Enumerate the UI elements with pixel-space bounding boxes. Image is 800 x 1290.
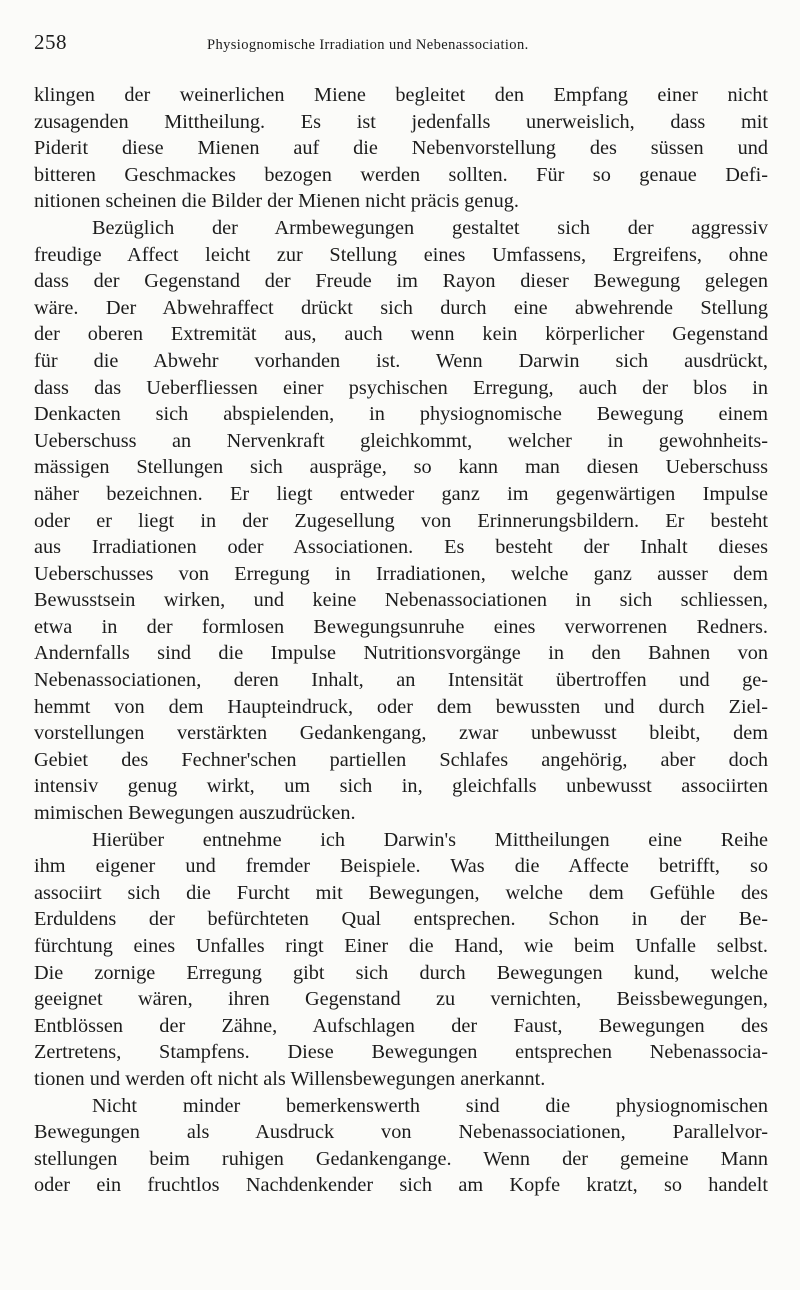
text-line: für die Abwehr vorhanden ist. Wenn Darwin sich ausdrückt, (34, 349, 768, 372)
text-line: bitteren Geschmackes bezogen werden sollten. Für so genaue Defi- (34, 163, 768, 186)
text-line: Andernfalls sind die Impulse Nutritionsvorgänge in den Bahnen von (34, 642, 768, 665)
text-line: Die zornige Erregung gibt sich durch Bewegungen kund, welche (34, 961, 768, 984)
text-line: Zertretens, Stampfens. Diese Bewegungen entsprechen Nebenassocia- (34, 1041, 768, 1064)
text-line: Entblössen der Zähne, Aufschlagen der Faust, Bewegungen des (34, 1014, 768, 1037)
text-line: oder er liegt in der Zugesellung von Erinnerungsbildern. Er besteht (34, 509, 768, 532)
text-line: oder ein fruchtlos Nachdenkender sich am Kopfe kratzt, so handelt (34, 1174, 768, 1197)
text-line: Denkacten sich abspielenden, in physiognomische Bewegung einem (34, 403, 768, 426)
text-line: Ueberschuss an Nervenkraft gleichkommt, welcher in gewohnheits- (34, 429, 768, 452)
text-line: dass das Ueberfliessen einer psychischen Erregung, auch der blos in (34, 376, 768, 399)
text-line: nitionen scheinen die Bilder der Mienen nicht präcis genug. (34, 190, 519, 213)
text-line: hemmt von dem Haupteindruck, oder dem bewussten und durch Ziel- (34, 695, 768, 718)
text-line: freudige Affect leicht zur Stellung eines Umfassens, Ergreifens, ohne (34, 243, 768, 266)
body-text (34, 82, 768, 1199)
text-line: etwa in der formlosen Bewegungsunruhe eines verworrenen Redners. (34, 615, 768, 638)
text-line: Gebiet des Fechner'schen partiellen Schlafes angehörig, aber doch (34, 748, 768, 771)
text-line: Piderit diese Mienen auf die Nebenvorstellung des süssen und (34, 137, 768, 160)
text-line: aus Irradiationen oder Associationen. Es besteht der Inhalt dieses (34, 536, 768, 559)
text-line: Bewusstsein wirken, und keine Nebenassociationen in sich schliessen, (34, 589, 768, 612)
text-line: mimischen Bewegungen auszudrücken. (34, 802, 356, 825)
text-line: fürchtung eines Unfalles ringt Einer die Hand, wie beim Unfalle selbst. (34, 935, 768, 957)
page-header (34, 30, 770, 60)
running-title: Physiognomische Irradiation und Nebenassociation. (207, 37, 529, 53)
text-line: Nicht minder bemerkenswerth sind die physiognomischen (92, 1094, 768, 1117)
text-line: klingen der weinerlichen Miene begleitet den Empfang einer nicht (34, 84, 768, 106)
text-line: tionen und werden oft nicht als Willensbewegungen anerkannt. (34, 1067, 546, 1090)
text-line: dass der Gegenstand der Freude im Rayon dieser Bewegung gelegen (34, 270, 768, 293)
text-line: Erduldens der befürchteten Qual entsprechen. Schon in der Be- (34, 908, 768, 931)
text-line: zusagenden Mittheilung. Es ist jedenfalls unerweislich, dass mit (34, 110, 768, 133)
text-line: Nebenassociationen, deren Inhalt, an Intensität übertroffen und ge- (34, 669, 768, 692)
text-line: Bewegungen als Ausdruck von Nebenassociationen, Parallelvor- (34, 1121, 768, 1144)
text-line: Bezüglich der Armbewegungen gestaltet sich der aggressiv (92, 216, 768, 239)
text-line: intensiv genug wirkt, um sich in, gleichfalls unbewusst associirten (34, 775, 768, 798)
text-line: Hierüber entnehme ich Darwin's Mittheilungen eine Reihe (92, 828, 768, 851)
page-number: 258 (34, 30, 67, 54)
text-line: associirt sich die Furcht mit Bewegungen, welche dem Gefühle des (34, 881, 768, 904)
text-line: ihm eigener und fremder Beispiele. Was die Affecte betrifft, so (34, 855, 768, 878)
text-line: vorstellungen verstärkten Gedankengang, zwar unbewusst bleibt, dem (34, 722, 768, 745)
text-line: geeignet wären, ihren Gegenstand zu vernichten, Beissbewegungen, (34, 988, 768, 1011)
text-line: stellungen beim ruhigen Gedankengange. Wenn der gemeine Mann (34, 1147, 768, 1170)
text-line: wäre. Der Abwehraffect drückt sich durch eine abwehrende Stellung (34, 296, 768, 319)
text-line: mässigen Stellungen sich auspräge, so kann man diesen Ueberschuss (34, 456, 768, 479)
text-line: Ueberschusses von Erregung in Irradiationen, welche ganz ausser dem (34, 562, 768, 585)
text-line: näher bezeichnen. Er liegt entweder ganz im gegenwärtigen Impulse (34, 482, 768, 505)
text-line: der oberen Extremität aus, auch wenn kein körperlicher Gegenstand (34, 323, 768, 346)
